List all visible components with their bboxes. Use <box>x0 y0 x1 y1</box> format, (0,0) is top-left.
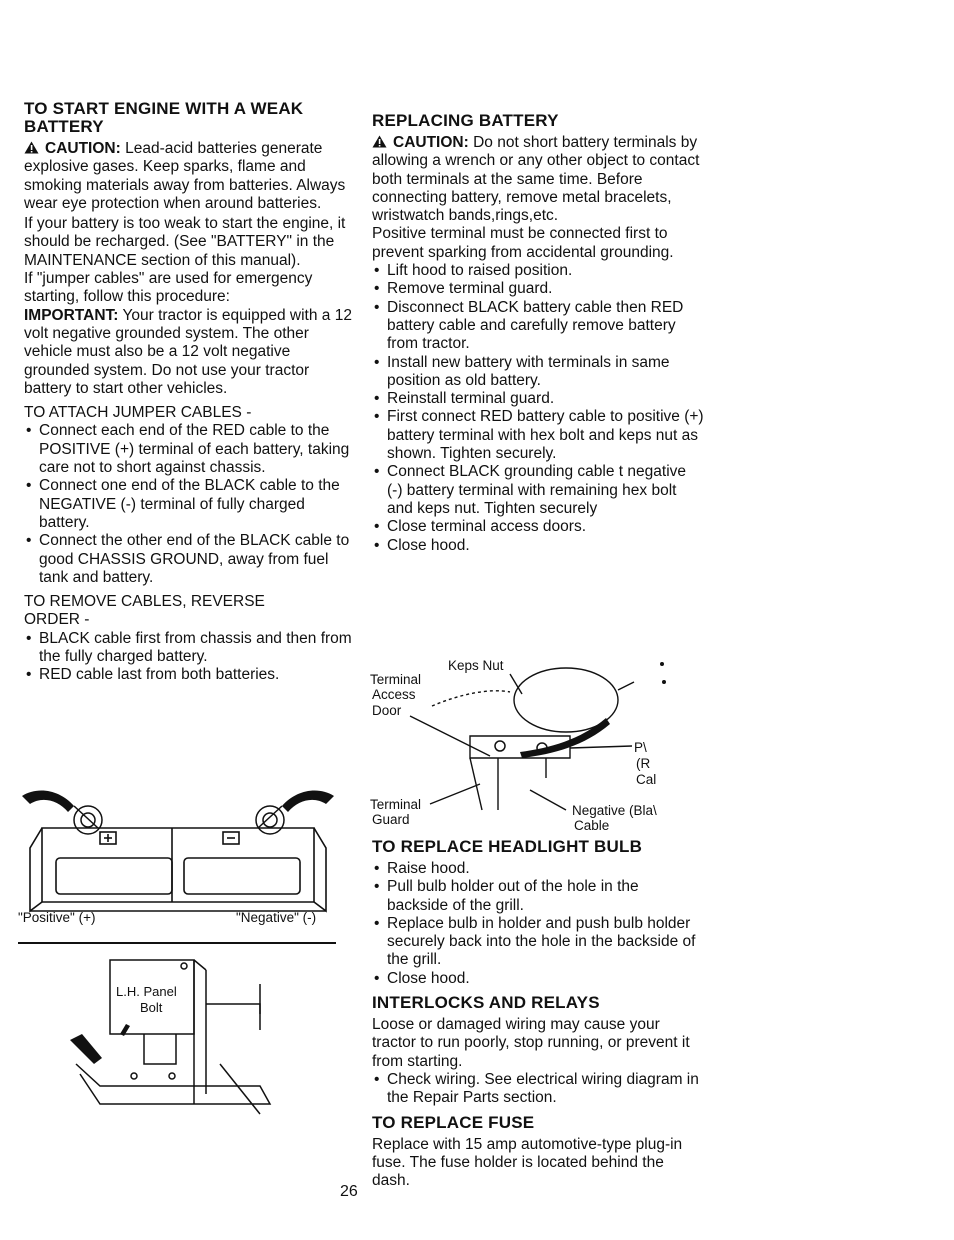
access-door-label-2: Access <box>372 687 416 702</box>
battery-illustration <box>18 786 338 936</box>
list-item: • Connect BLACK grounding cable t negative (-) battery terminal with remaining hex bolt and keps nut. Tighten securely <box>372 463 704 518</box>
weak-battery-caution <box>24 140 354 213</box>
list-item: • Raise hood. <box>372 860 702 878</box>
caution-label: CAUTION: <box>393 134 469 151</box>
list-item: • Disconnect BLACK battery cable then RED battery cable and carefully remove battery from tractor. <box>372 299 704 354</box>
list-item: • Close hood. <box>372 537 704 555</box>
attach-steps <box>24 422 354 587</box>
interlocks-heading: INTERLOCKS AND RELAYS <box>372 993 600 1013</box>
list-item: • Connect the other end of the BLACK cable to good CHASSIS GROUND, away from fuel tank and battery. <box>24 532 354 587</box>
left-column <box>24 100 354 685</box>
weak-battery-para1: If your battery is too weak to start the engine, it should be recharged. (See "BATTERY" in the MAINTENANCE section of this manual). <box>24 215 346 269</box>
remove-steps <box>24 630 354 685</box>
weak-battery-heading: TO START ENGINE WITH A WEAK BATTERY <box>24 99 304 136</box>
list-item: • BLACK cable first from chassis and then from the fully charged battery. <box>24 630 354 667</box>
list-item: • Connect each end of the RED cable to the POSITIVE (+) terminal of each battery, taking care not to short against chassis. <box>24 422 354 477</box>
access-door-label-3: Door <box>372 703 402 718</box>
weak-battery-para2: If "jumper cables" are used for emergency starting, follow this procedure: <box>24 270 313 306</box>
warning-icon <box>372 135 387 148</box>
replacing-caution <box>372 134 704 225</box>
replacing-steps <box>372 262 704 555</box>
negative-cable-label-1: Negative (Bla\ <box>572 803 657 818</box>
bolt-label: Bolt <box>140 1000 163 1015</box>
important-label: IMPORTANT: <box>24 306 119 324</box>
list-item: • Lift hood to raised position. <box>372 262 704 280</box>
caution-text: Do not short battery terminals by allowing a wrench or any other object to contact both terminals at the same time. Before connecting battery, remove metal bracelets, wristwatch bands,rings,etc. <box>372 134 700 225</box>
interlocks-steps <box>372 1071 702 1108</box>
list-item: • Pull bulb holder out of the hole in the backside of the grill. <box>372 878 702 915</box>
positive-cable-label-2: (R <box>636 756 651 771</box>
list-item: • Connect one end of the BLACK cable to the NEGATIVE (-) terminal of fully charged battery. <box>24 477 354 532</box>
divider <box>18 942 336 944</box>
important-text: Your tractor is equipped with a 12 volt negative grounded system. The other vehicle must also be a 12 volt negative grounded system. Do not use your tractor battery to start other vehicles. <box>24 306 352 397</box>
list-item: • First connect RED battery cable to positive (+) battery terminal with hex bolt and keps nut as shown. Tighten securely. <box>372 408 704 463</box>
negative-cable-label-2: Cable <box>574 818 610 833</box>
attach-title: TO ATTACH JUMPER CABLES - <box>24 404 252 422</box>
positive-terminal-note: Positive terminal must be connected first to prevent sparking from accidental grounding. <box>372 225 674 261</box>
replacing-battery-heading: REPLACING BATTERY <box>372 111 559 130</box>
terminal-guard-label-2: Guard <box>372 812 410 827</box>
negative-label: "Negative" (-) <box>236 910 317 925</box>
list-item: • Replace bulb in holder and push bulb holder securely back into the hole in the backside of the grill. <box>372 915 702 970</box>
list-item: • Close terminal access doors. <box>372 518 704 536</box>
list-item: • Install new battery with terminals in same position as old battery. <box>372 354 704 391</box>
interlocks-para: Loose or damaged wiring may cause your tractor to run poorly, stop running, or prevent it from starting. <box>372 1016 690 1070</box>
right-column <box>372 112 704 555</box>
caution-text: Lead-acid batteries generate explosive gases. Keep sparks, flame and smoking materials away from batteries. Always wear eye protection when around batteries. <box>24 140 346 212</box>
list-item: • Reinstall terminal guard. <box>372 390 704 408</box>
caution-label: CAUTION: <box>45 140 121 157</box>
headlight-steps <box>372 860 702 988</box>
access-door-label-1: Terminal <box>370 672 422 687</box>
terminal-guard-label-1: Terminal <box>370 797 422 812</box>
battery-terminal-diagram <box>370 654 700 836</box>
fuse-heading: TO REPLACE FUSE <box>372 1112 535 1132</box>
fuse-para: Replace with 15 amp automotive-type plug-in fuse. The fuse holder is located behind the dash. <box>372 1135 683 1190</box>
panel-bolt-illustration <box>60 954 280 1116</box>
positive-cable-label-3: Cal <box>636 772 657 787</box>
page-number: 26 <box>340 1183 358 1200</box>
list-item: • Close hood. <box>372 970 702 988</box>
remove-title: TO REMOVE CABLES, REVERSE ORDER - <box>24 593 265 629</box>
important-note <box>24 307 354 398</box>
list-item: • RED cable last from both batteries. <box>24 666 354 684</box>
right-column-lower <box>372 838 702 1190</box>
positive-cable-label-1: P\ <box>634 740 647 755</box>
list-item: • Remove terminal guard. <box>372 280 704 298</box>
list-item: • Check wiring. See electrical wiring diagram in the Repair Parts section. <box>372 1071 702 1108</box>
headlight-heading: TO REPLACE HEADLIGHT BULB <box>372 837 643 856</box>
panel-drawing <box>60 954 280 1116</box>
positive-label: "Positive" (+) <box>18 910 96 925</box>
warning-icon <box>24 141 39 154</box>
lh-panel-label: L.H. Panel <box>116 984 177 999</box>
keps-nut-label: Keps Nut <box>448 658 504 673</box>
